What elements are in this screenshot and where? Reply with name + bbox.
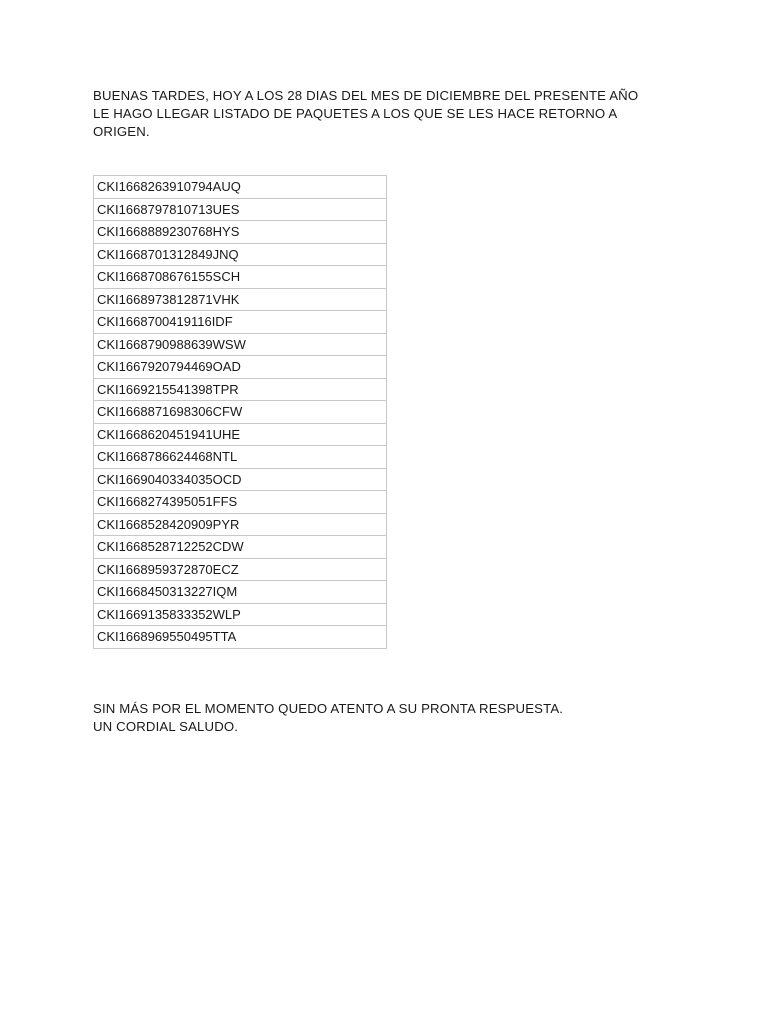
- package-code-cell: CKI1668263910794AUQ: [94, 176, 387, 199]
- table-row: [94, 536, 387, 559]
- table-row: [94, 333, 387, 356]
- package-code-cell: CKI1669215541398TPR: [94, 378, 387, 401]
- table-row: [94, 288, 387, 311]
- package-code-cell: CKI1668889230768HYS: [94, 221, 387, 244]
- closing-paragraph: [93, 700, 693, 736]
- package-code-cell: CKI1668959372870ECZ: [94, 558, 387, 581]
- table-row: [94, 468, 387, 491]
- package-code-cell: CKI1668274395051FFS: [94, 491, 387, 514]
- table-row: [94, 356, 387, 379]
- package-code-cell: CKI1669135833352WLP: [94, 603, 387, 626]
- table-row: [94, 423, 387, 446]
- table-row: [94, 446, 387, 469]
- package-code-cell: CKI1669040334035OCD: [94, 468, 387, 491]
- package-code-cell: CKI1668708676155SCH: [94, 266, 387, 289]
- package-code-cell: CKI1668700419116IDF: [94, 311, 387, 334]
- table-row: [94, 266, 387, 289]
- table-row: [94, 581, 387, 604]
- table-row: [94, 558, 387, 581]
- table-row: [94, 176, 387, 199]
- table-row: [94, 401, 387, 424]
- closing-line: SIN MÁS POR EL MOMENTO QUEDO ATENTO A SU PRONTA RESPUESTA.: [93, 701, 564, 716]
- table-row: [94, 603, 387, 626]
- intro-line: ORIGEN.: [93, 124, 150, 139]
- table-row: [94, 626, 387, 649]
- table-row: [94, 243, 387, 266]
- package-code-cell: CKI1668701312849JNQ: [94, 243, 387, 266]
- table-row: [94, 491, 387, 514]
- package-code-cell: CKI1668450313227IQM: [94, 581, 387, 604]
- package-code-rows: [94, 176, 387, 649]
- table-row: [94, 513, 387, 536]
- table-row: [94, 198, 387, 221]
- intro-line: LE HAGO LLEGAR LISTADO DE PAQUETES A LOS QUE SE LES HACE RETORNO A: [93, 106, 618, 121]
- closing-line: UN CORDIAL SALUDO.: [93, 719, 239, 734]
- package-code-cell: CKI1668973812871VHK: [94, 288, 387, 311]
- package-code-cell: CKI1668797810713UES: [94, 198, 387, 221]
- package-code-cell: CKI1668790988639WSW: [94, 333, 387, 356]
- package-code-cell: CKI1668620451941UHE: [94, 423, 387, 446]
- package-code-cell: CKI1668871698306CFW: [94, 401, 387, 424]
- package-code-table: [93, 175, 387, 649]
- table-row: [94, 311, 387, 334]
- package-code-cell: CKI1668528420909PYR: [94, 513, 387, 536]
- package-code-cell: CKI1668786624468NTL: [94, 446, 387, 469]
- table-row: [94, 221, 387, 244]
- package-code-cell: CKI1667920794469OAD: [94, 356, 387, 379]
- package-code-cell: CKI1668969550495TTA: [94, 626, 387, 649]
- intro-line: BUENAS TARDES, HOY A LOS 28 DIAS DEL MES DE DICIEMBRE DEL PRESENTE AÑO: [93, 88, 639, 103]
- package-code-cell: CKI1668528712252CDW: [94, 536, 387, 559]
- table-row: [94, 378, 387, 401]
- intro-paragraph: [93, 87, 693, 141]
